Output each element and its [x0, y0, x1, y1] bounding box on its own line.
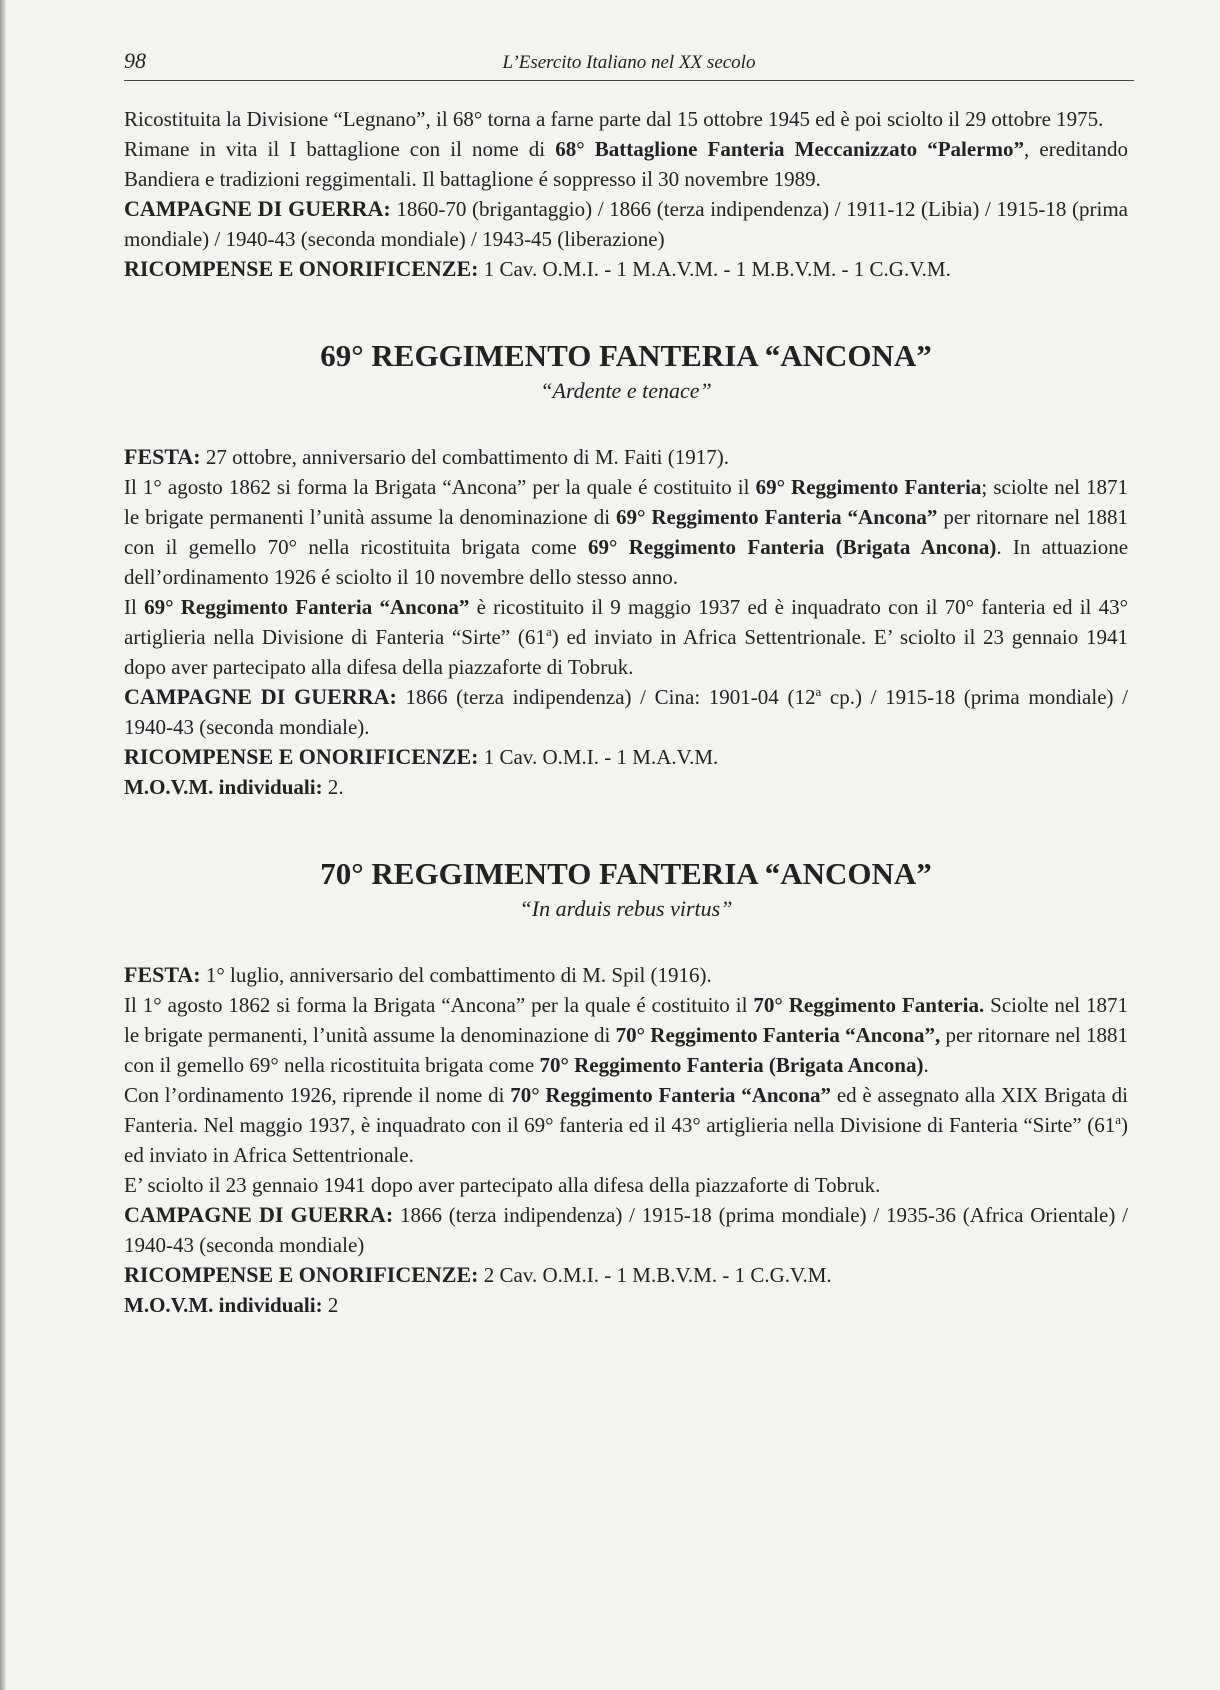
intro-awards	[124, 254, 1128, 284]
page-content	[124, 104, 1128, 1320]
section-70-festa	[124, 960, 1128, 990]
section-69-awards	[124, 742, 1128, 772]
section-69-movm	[124, 772, 1128, 802]
awards-text: 1 Cav. O.M.I. - 1 M.A.V.M.	[478, 745, 719, 769]
s69-p1-c: ; sciolte nel 1871 le brigate permanenti l’unità assume la denominazione di	[124, 475, 1128, 529]
festa-label: FESTA:	[124, 444, 201, 469]
s69-campaigns-a: 1866 (terza indipendenza) / Cina: 1901-04 (12	[396, 685, 816, 709]
section-69	[124, 336, 1128, 802]
s70-p1-b: 70° Reggimento Fanteria.	[753, 993, 985, 1017]
s69-p1-e: per ritornare nel 1881 con il gemello 70° nella ricostituita brigata come	[124, 505, 1128, 559]
s69-p2-a: Il	[124, 595, 145, 619]
page-binding-edge	[0, 0, 6, 1690]
s69-p1-a: Il 1° agosto 1862 si forma la Brigata “Ancona” per la quale é costituito il	[124, 475, 756, 499]
campaigns-text: 1860-70 (brigantaggio) / 1866 (terza indipendenza) / 1911-12 (Libia) / 1915-18 (prima mondiale) / 1940-43 (seconda mondiale) / 1943-45 (liberazione)	[124, 197, 1128, 251]
festa-text: 1° luglio, anniversario del combattimento di M. Spil (1916).	[200, 963, 712, 987]
section-69-festa	[124, 442, 1128, 472]
awards-label: RICOMPENSE E ONORIFICENZE:	[124, 744, 479, 769]
campaigns-label: CAMPAGNE DI GUERRA:	[124, 1202, 394, 1227]
s69-campaigns-b: cp.) / 1915-18 (prima mondiale) / 1940-43 (seconda mondiale).	[124, 685, 1128, 739]
intro-paragraph-2	[124, 134, 1128, 194]
section-70-awards	[124, 1260, 1128, 1290]
s69-p1-d: 69° Reggimento Fanteria “Ancona”	[616, 505, 938, 529]
movm-label: M.O.V.M. individuali:	[124, 1293, 323, 1317]
section-70-campaigns	[124, 1200, 1128, 1260]
s70-p2-c: ed è assegnato alla XIX Brigata di Fanteria. Nel maggio 1937, è inquadrato con il 69° fanteria ed il 43° artiglieria nella Divisione di Fanteria “Sirte” (61	[124, 1083, 1128, 1137]
s69-p1-g: . In attuazione dell’ordinamento 1926 é sciolto il 10 novembre dello stesso anno.	[124, 535, 1129, 589]
section-69-title: 69° REGGIMENTO FANTERIA “ANCONA”	[320, 338, 932, 373]
campaigns-text: 1866 (terza indipendenza) / 1915-18 (prima mondiale) / 1935-36 (Africa Orientale) / 1940-43 (seconda mondiale)	[124, 1203, 1128, 1257]
s70-p1-g: .	[923, 1053, 929, 1077]
section-70-paragraph-1	[124, 990, 1128, 1080]
section-70-title: 70° REGGIMENTO FANTERIA “ANCONA”	[320, 856, 932, 891]
intro-p2-bold: 68° Battaglione Fanteria Meccanizzato “Palermo”	[555, 137, 1025, 161]
s69-p2-d: ) ed inviato in Africa Settentrionale. E’ sciolto il 23 gennaio 1941 dopo aver partecipato alla difesa della piazzaforte di Tobruk.	[124, 625, 1129, 679]
awards-text: 1 Cav. O.M.I. - 1 M.A.V.M. - 1 M.B.V.M. - 1 C.G.V.M.	[478, 257, 951, 281]
s69-p2-c: è ricostituito il 9 maggio 1937 ed è inquadrato con il 70° fanteria ed il 43° artiglieria nella Divisione di Fanteria “Sirte” (61	[124, 595, 1129, 649]
section-69-campaigns	[124, 682, 1128, 742]
section-70-paragraph-3: E’ sciolto il 23 gennaio 1941 dopo aver partecipato alla difesa della piazzaforte di Tobruk.	[124, 1173, 881, 1197]
s69-campaigns-sup: a	[815, 684, 822, 699]
intro-paragraph-1: Ricostituita la Divisione “Legnano”, il 68° torna a farne parte dal 15 ottobre 1945 ed è poi sciolto il 29 ottobre 1975.	[124, 107, 1104, 131]
section-70-paragraph-2	[124, 1080, 1128, 1170]
movm-label: M.O.V.M. individuali:	[124, 775, 323, 799]
section-70-motto: “In arduis rebus virtus”	[519, 896, 733, 921]
festa-label: FESTA:	[124, 962, 201, 987]
s70-p1-c: Sciolte nel 1871 le brigate permanenti, l’unità assume la denominazione di	[124, 993, 1129, 1047]
s70-p1-a: Il 1° agosto 1862 si forma la Brigata “Ancona” per la quale é costituito il	[124, 993, 754, 1017]
running-title: L’Esercito Italiano nel XX secolo	[502, 52, 756, 73]
s70-p1-f: 70° Reggimento Fanteria (Brigata Ancona)	[539, 1053, 924, 1077]
s70-p1-e: per ritornare nel 1881 con il gemello 69° nella ricostituita brigata come	[124, 1023, 1129, 1077]
s69-p1-f: 69° Reggimento Fanteria (Brigata Ancona)	[588, 535, 997, 559]
s69-p2-sup: a	[545, 624, 552, 639]
intro-section	[124, 104, 1128, 284]
s70-p1-d: 70° Reggimento Fanteria “Ancona”,	[615, 1023, 941, 1047]
page-header	[124, 46, 1134, 81]
page-number: 98	[124, 48, 146, 73]
awards-label: RICOMPENSE E ONORIFICENZE:	[124, 256, 479, 281]
section-69-paragraph-2	[124, 592, 1128, 682]
s70-p2-a: Con l’ordinamento 1926, riprende il nome di	[124, 1083, 511, 1107]
intro-p2-text-a: Rimane in vita il I battaglione con il nome di	[124, 137, 556, 161]
awards-label: RICOMPENSE E ONORIFICENZE:	[124, 1262, 479, 1287]
intro-campaigns	[124, 194, 1128, 254]
intro-p2-text-c: , ereditando Bandiera e tradizioni reggimentali. Il battaglione é soppresso il 30 novembre 1989.	[124, 137, 1129, 191]
campaigns-label: CAMPAGNE DI GUERRA:	[124, 684, 397, 709]
festa-text: 27 ottobre, anniversario del combattimento di M. Faiti (1917).	[200, 445, 730, 469]
s70-p2-b: 70° Reggimento Fanteria “Ancona”	[510, 1083, 832, 1107]
awards-text: 2 Cav. O.M.I. - 1 M.B.V.M. - 1 C.G.V.M.	[478, 1263, 832, 1287]
section-70-movm	[124, 1290, 1128, 1320]
s70-p2-sup: a	[1115, 1112, 1121, 1127]
campaigns-label: CAMPAGNE DI GUERRA:	[124, 196, 391, 221]
movm-text: 2.	[322, 775, 344, 799]
s69-p1-b: 69° Reggimento Fanteria	[755, 475, 982, 499]
s70-p2-d: ) ed inviato in Africa Settentrionale.	[124, 1113, 1128, 1167]
section-70	[124, 854, 1128, 1320]
s69-p2-b: 69° Reggimento Fanteria “Ancona”	[144, 595, 470, 619]
section-69-paragraph-1	[124, 472, 1128, 592]
movm-text: 2	[322, 1293, 339, 1317]
section-69-motto: “Ardente e tenace”	[540, 378, 712, 403]
